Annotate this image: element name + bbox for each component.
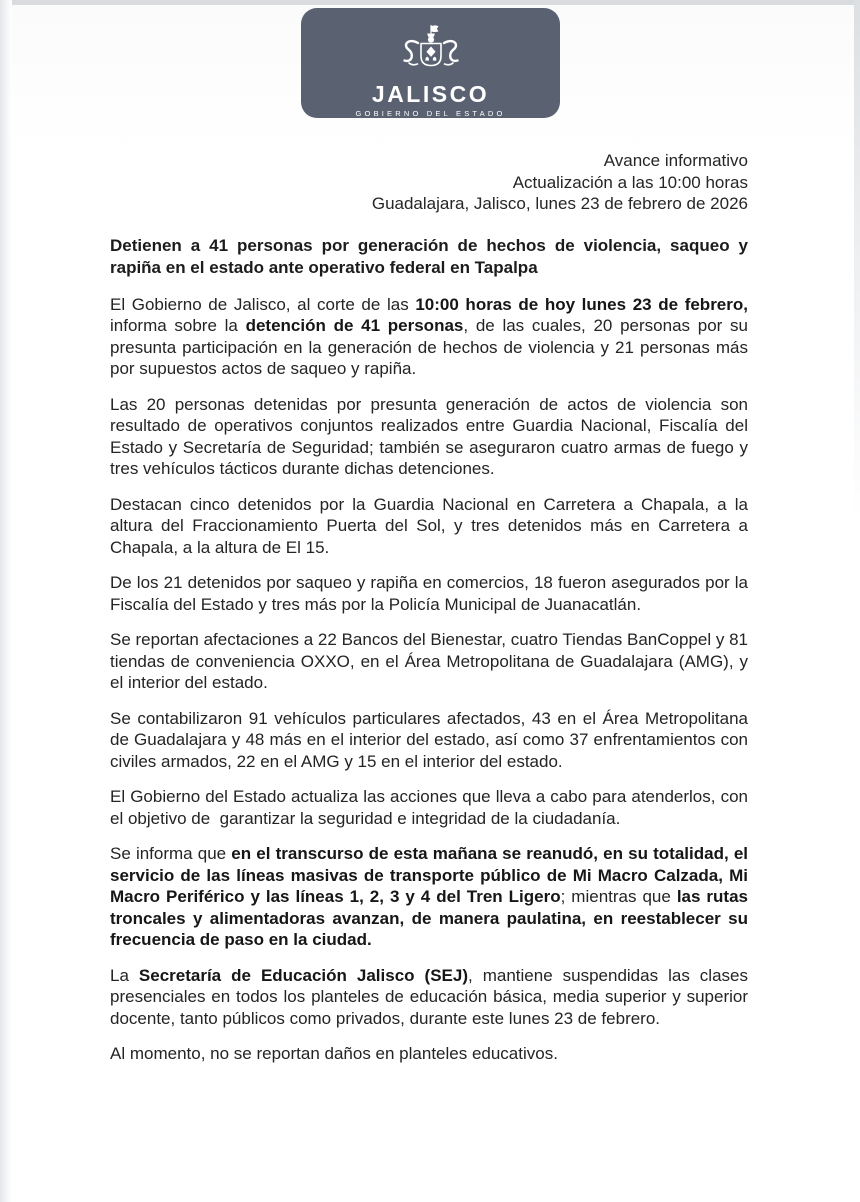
body-paragraph: [110, 294, 753, 380]
text-run: informa sobre la: [110, 294, 753, 335]
text-run: Destacan cinco detenidos por la Guardia Nacional en Carretera a Chapala, a la altura del Fraccionamiento Puerta del Sol, y tres detenidos más en Carretera a Chapala, a la altura de El 15.: [110, 494, 753, 557]
text-run: De los 21 detenidos por saqueo y rapiña en comercios, 18 fueron asegurados por la Fiscalía del Estado y tres más por la Policía Municipal de Juanacatlán.: [110, 573, 753, 614]
text-run: Se contabilizaron 91 vehículos particulares afectados, 43 en el Área Metropolitana de Guadalajara y 48 más en el interior del estado, así como 37 enfrentamientos con civiles armados, 22 en el AMG y 15 en el interior del estado.: [110, 708, 753, 771]
bold-run: las rutas troncales y alimentadoras avanzan, de manera paulatina, en reestablecer su frecuencia de paso en la ciudad.: [110, 887, 753, 949]
press-release-document: [110, 118, 753, 1079]
text-run: El Gobierno del Estado actualiza las acciones que lleva a cabo para atenderlos, con el objetivo de garantizar la seguridad e integridad de la ciudadanía.: [110, 787, 753, 828]
page-edge-shadow-left: [0, 0, 12, 1202]
dateline: [110, 150, 748, 215]
text-run: Se informa que: [110, 844, 232, 863]
logo-subtitle: GOBIERNO DEL ESTADO: [355, 109, 506, 118]
body-paragraph: [110, 394, 753, 480]
text-run: , de las cuales, 20 personas por su presunta participación en la generación de hechos de violencia y 21 personas más por supuestos actos de saqueo y rapiña.: [110, 316, 753, 378]
text-run: , mantiene suspendidas las clases presenciales en todos los planteles de educación básica, media superior y superior docente, tanto públicos como privados, durante este lunes 23 de febrero.: [110, 965, 753, 1028]
page-edge-shadow-right: [854, 0, 860, 520]
logo-wordmark: JALISCO: [371, 81, 490, 107]
text-run: ; mientras que: [560, 887, 677, 906]
bold-run: Secretaría de Educación Jalisco (SEJ): [138, 965, 468, 985]
body-paragraph: [110, 1043, 748, 1065]
dateline-update-time: Actualización a las 10:00 horas: [512, 172, 748, 192]
document-body: [110, 294, 753, 1065]
body-paragraph: [110, 786, 753, 829]
text-run: Se reportan afectaciones a 22 Bancos del Bienestar, cuatro Tiendas BanCoppel y 81 tiendas de conveniencia OXXO, en el Área Metropolitana de Guadalajara (AMG), y el interior del estado.: [110, 630, 753, 692]
body-paragraph: [110, 965, 753, 1030]
dateline-place-date: Guadalajara, Jalisco, lunes 23 de febrero de 2026: [371, 194, 748, 213]
body-paragraph: [110, 629, 753, 694]
body-paragraph: [110, 843, 753, 951]
jalisco-header-banner: [301, 8, 560, 118]
press-release-headline: Detienen a 41 personas por generación de hechos de violencia, saqueo y rapiña en el estado ante operativo federal en Tapalpa: [110, 235, 748, 277]
body-paragraph: [110, 708, 753, 773]
text-run: La: [110, 965, 139, 985]
text-run: El Gobierno de Jalisco, al corte de las: [110, 294, 416, 314]
text-run: Al momento, no se reportan daños en planteles educativos.: [110, 1044, 558, 1063]
dateline-kicker: Avance informativo: [603, 151, 748, 170]
bold-run: en el transcurso de esta mañana se reanudó, en su totalidad, el servicio de las líneas masivas de transporte público de Mi Macro Calzada, Mi Macro Periférico y las líneas 1, 2, 3 y 4 del Tren Ligero: [110, 844, 753, 906]
bold-run: detención de 41 personas: [245, 316, 464, 335]
bold-run: 10:00 horas de hoy lunes 23 de febrero,: [415, 294, 748, 314]
body-paragraph: [110, 494, 753, 559]
body-paragraph: [110, 572, 753, 615]
jalisco-coat-of-arms-icon: [401, 24, 461, 80]
text-run: Las 20 personas detenidas por presunta generación de actos de violencia son resultado de operativos conjuntos realizados entre Guardia Nacional, Fiscalía del Estado y Secretaría de Seguridad; también se aseguraron cuatro armas de fuego y tres vehículos tácticos durante dichas detenciones.: [110, 394, 753, 478]
